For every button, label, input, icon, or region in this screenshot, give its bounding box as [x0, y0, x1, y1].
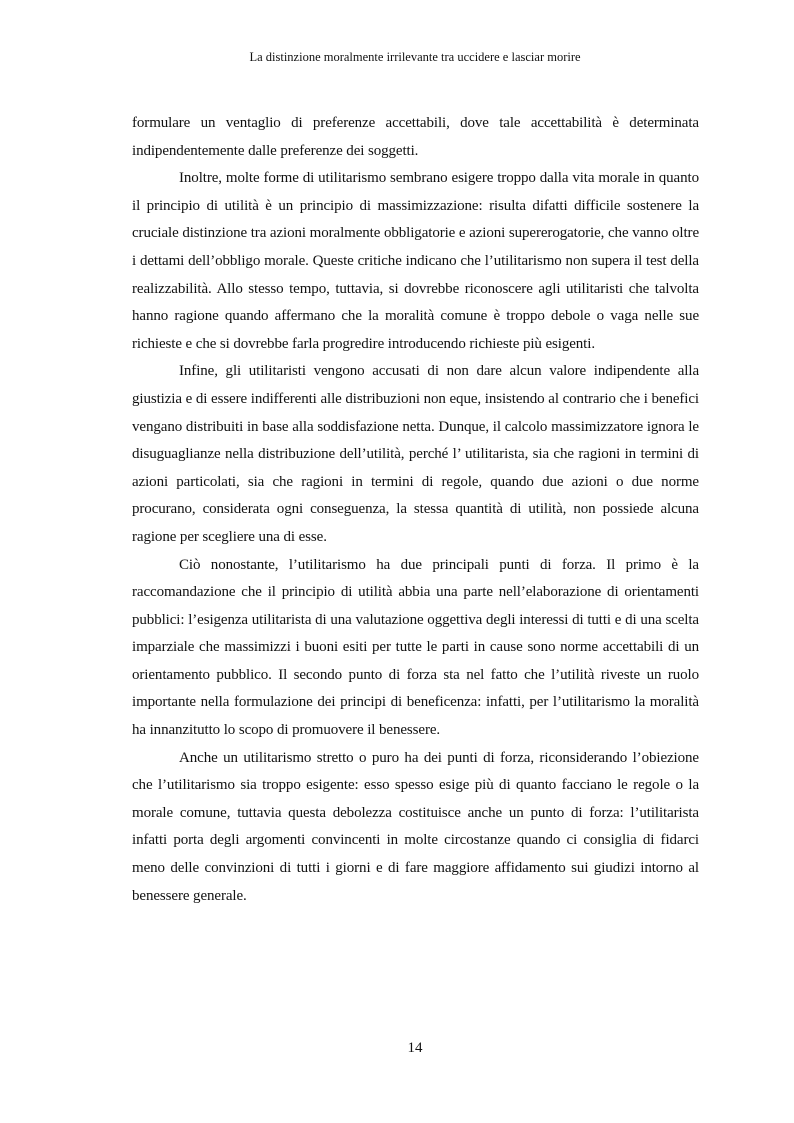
- paragraph-4: Ciò nonostante, l’utilitarismo ha due principali punti di forza. Il primo è la raccomandazione che il principio di utilità abbia una parte nell’elaborazione di orientamenti pubblici: l’esigenza utilitarista di una valutazione oggettiva degli interessi di tutti e di una scelta imparziale che massimizzi i buoni esiti per tutte le parti in cause sono norme accettabili di un orientamento pubblico. Il secondo punto di forza sta nel fatto che l’utilità riveste un ruolo importante nella formulazione dei principi di beneficenza: infatti, per l’utilitarismo la moralità ha innanzitutto lo scopo di promuovere il benessere.: [132, 556, 699, 739]
- paragraph-5: Anche un utilitarismo stretto o puro ha dei punti di forza, riconsiderando l’obiezione che l’utilitarismo sia troppo esigente: esso spesso esige più di quanto facciano le regole o la morale comune, tuttavia questa debolezza costituisce anche un punto di forza: l’utilitarista infatti porta degli argomenti convincenti in molte circostanze quando ci consiglia di fidarci meno delle convinzioni di tutti i giorni e di fare maggiore affidamento sui giudizi intorno al benessere generale.: [132, 749, 699, 904]
- body-text: [132, 110, 699, 910]
- paragraph-2: Inoltre, molte forme di utilitarismo sembrano esigere troppo dalla vita morale in quanto il principio di utilità è un principio di massimizzazione: risulta difatti difficile sostenere la cruciale distinzione tra azioni moralmente obbligatorie e azioni supererogatorie, che vanno oltre i dettami dell’obbligo morale. Queste critiche indicano che l’utilitarismo non supera il test della realizzabilità. Allo stesso tempo, tuttavia, si dovrebbe riconoscere agli utilitaristi che talvolta hanno ragione quando affermano che la moralità comune è troppo debole o vaga nelle sue richieste e che si dovrebbe farla progredire introducendo richieste più esigenti.: [132, 170, 699, 352]
- paragraph-1: formulare un ventaglio di preferenze accettabili, dove tale accettabilità è determinata indipendentemente dalle preferenze dei soggetti.: [132, 115, 699, 159]
- page-number: 14: [407, 1040, 423, 1056]
- running-header: La distinzione moralmente irrilevante tra uccidere e lasciar morire: [249, 50, 581, 64]
- paragraph-3: Infine, gli utilitaristi vengono accusati di non dare alcun valore indipendente alla giustizia e di essere indifferenti alle distribuzioni non eque, insistendo al contrario che i benefici vengano distribuiti in base alla soddisfazione netta. Dunque, il calcolo massimizzatore ignora le disuguaglianze nella distribuzione dell’utilità, perché l’ utilitarista, sia che ragioni in termini di azioni particolati, sia che ragioni in termini di regole, quando due azioni o due norme procurano, considerata ogni conseguenza, la stessa quantità di utilità, non possiede alcuna ragione per scegliere una di esse.: [132, 363, 699, 545]
